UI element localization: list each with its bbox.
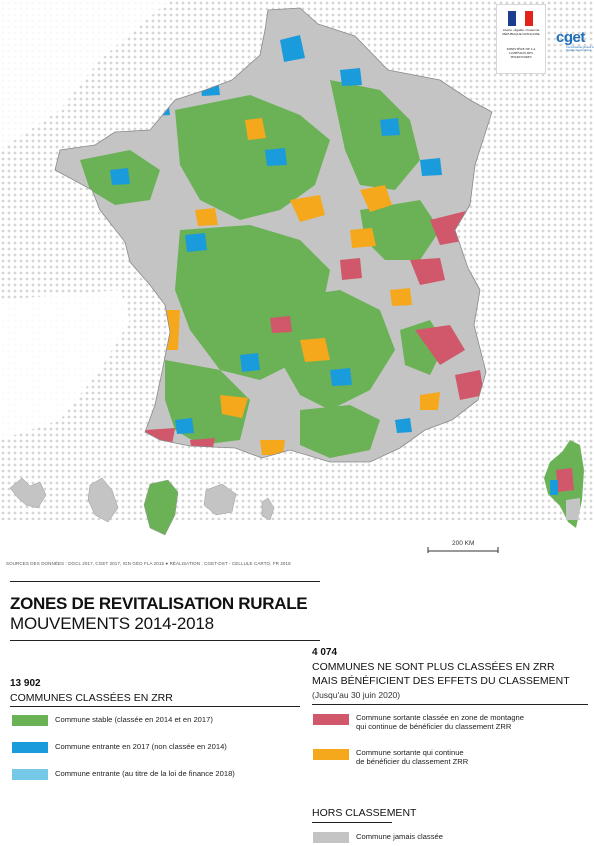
legend-item-sortante [313,749,468,767]
cget-logo [556,30,592,52]
scale-label: 200 KM [452,540,475,547]
cget-wordmark: cget [556,29,585,46]
legend-label: de bénéficier du classement ZRR [356,757,469,767]
legend-label: Commune entrante (au titre de la loi de finance 2018) [55,769,235,778]
title-top-rule [10,581,320,582]
legend-label: Commune jamais classée [356,832,443,841]
hors-heading: HORS CLASSEMENT [312,807,417,819]
guyane [144,480,178,535]
hors-rule [312,822,392,823]
republique-name: RÉPUBLIQUE FRANÇAISE [502,31,540,36]
republique-motto: Liberté • Égalité • Fraternité [502,28,540,32]
map-sources: SOURCES DES DONNÉES : DGCL 2017, CGET 2017, IGN GÉO FLA 2015 ● RÉALISATION : CGET-DST - CELLULE CARTO, FR 2018 [6,561,291,566]
legend-swatch [313,749,349,760]
page-subtitle: MOUVEMENTS 2014-2018 [10,614,214,633]
legend-label: qui continue de bénéficier du classement ZRR [356,722,512,732]
sortantes-count: 4 074 [312,647,338,658]
classified-count: 13 902 [10,678,41,689]
sortantes-note: (Jusqu'au 30 juin 2020) [312,690,401,700]
legend-label: Commune sortante qui continue [356,748,464,757]
flag-icon [508,11,533,26]
legend-item-entrante-2018 [12,769,235,780]
legend-label: Commune stable (classée en 2014 et en 2017) [55,715,213,724]
legend-item-montagne [313,714,524,732]
legend-label: Commune entrante en 2017 (non classée en 2014) [55,742,227,751]
legend-swatch [12,742,48,753]
cget-subtitle: Commissariat général à l'égalité des territoires [566,46,594,52]
republique-logo [496,4,546,74]
page-title: ZONES DE REVITALISATION RURALE [10,594,308,613]
legend-label: Commune sortante classée en zone de montagne [356,713,525,722]
classified-rule [10,706,300,707]
sortantes-heading-2: MAIS BÉNÉFICIENT DES EFFETS DU CLASSEMENT [312,675,570,687]
legend-swatch [313,714,349,725]
legend-item-jamais [313,832,443,843]
legend-item-entrante-2017 [12,742,227,753]
sortantes-rule [312,704,588,705]
legend-swatch [313,832,349,843]
sortantes-heading-1: COMMUNES NE SONT PLUS CLASSÉES EN ZRR [312,661,555,673]
legend-item-stable [12,715,213,726]
ministere-name: MINISTÈRE DE LA COHÉSION DES TERRITOIRES [506,47,536,59]
title-bottom-rule [10,640,320,641]
legend-swatch [12,715,48,726]
classified-heading: COMMUNES CLASSÉES EN ZRR [10,692,173,704]
legend-swatch [12,769,48,780]
